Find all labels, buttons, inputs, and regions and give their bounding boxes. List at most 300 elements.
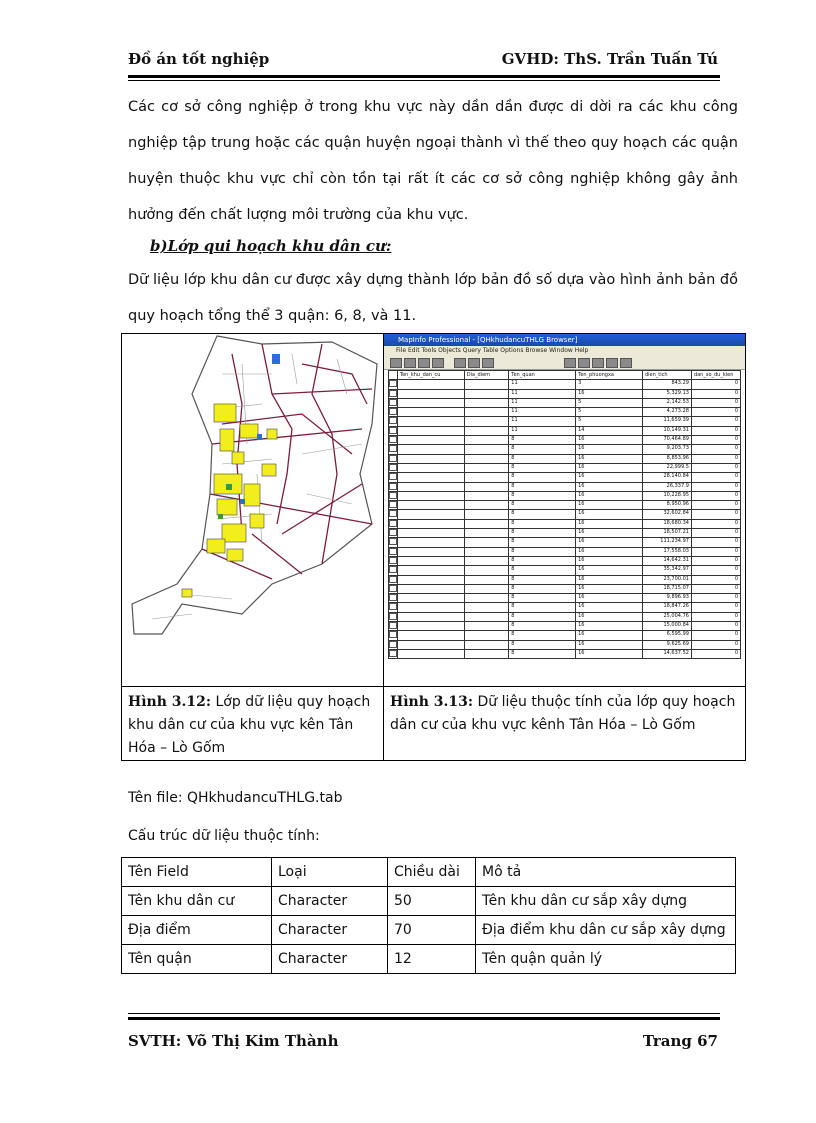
grid-cell: 16 [576,501,643,510]
grid-cell: 70,464.89 [642,436,691,445]
grid-cell: 16 [576,649,643,658]
grid-cell: 16 [576,631,643,640]
field-structure-table [121,857,736,974]
paragraph-industry: Các cơ sở công nghiệp ở trong khu vực này dần dần được di dời ra các khu công nghiệp tập trung hoặc các quận huyện ngoại thành vì thế theo quy hoạch các quận huyện thuộc khu vực chỉ còn tồn tại rất ít các cơ sở công nghiệp không gây ảnh hưởng đến chất lượng môi trường của khu vực. [128,99,738,223]
grid-cell: 0 [691,538,740,547]
grid-cell: 0 [691,445,740,454]
footer-rule-thick [128,1017,720,1020]
grid-cell [464,575,509,584]
footer-left: SVTH: Võ Thị Kim Thành [128,1032,339,1050]
grid-cell: 0 [691,501,740,510]
grid-row[interactable] [389,547,741,556]
grid-cell: 8 [509,482,576,491]
window-titlebar: MapInfo Professional - [QHkhudancuTHLG Browser] [384,334,745,346]
residential-zoning-map [122,334,382,684]
toolbar-copy-icon [468,358,480,368]
grid-cell [397,612,464,621]
grid-row[interactable] [389,529,741,538]
grid-row[interactable] [389,594,741,603]
grid-cell: 0 [691,417,740,426]
row-select-box [389,603,398,612]
grid-cell: 8 [509,436,576,445]
grid-cell: 11 [509,389,576,398]
field-cell: Character [272,916,388,945]
grid-cell: 11,659.39 [642,417,691,426]
field-table-row [122,945,736,974]
grid-cell: 16 [576,622,643,631]
checkbox-icon[interactable] [389,408,397,415]
grid-row[interactable] [389,491,741,500]
figure-table [121,333,746,761]
checkbox-icon[interactable] [389,455,397,462]
footer-rule-thin [128,1013,720,1014]
grid-row[interactable] [389,454,741,463]
grid-cell: 0 [691,473,740,482]
field-cell: 12 [388,945,476,974]
grid-row[interactable] [389,538,741,547]
toolbar-layout-icon [606,358,618,368]
field-cell: Tên khu dân cư [122,887,272,916]
grid-cell [397,398,464,407]
field-cell: Địa điểm khu dân cư sắp xây dựng [476,916,736,945]
grid-cell: 11 [509,408,576,417]
page-header [128,50,718,72]
row-select-box [389,649,398,658]
grid-row[interactable] [389,473,741,482]
grid-row[interactable] [389,631,741,640]
checkbox-icon[interactable] [389,631,397,638]
grid-cell: 0 [691,603,740,612]
grid-col-checkbox [389,371,398,380]
grid-cell: 16 [576,612,643,621]
row-select-box [389,556,398,565]
row-select-box [389,594,398,603]
grid-row[interactable] [389,575,741,584]
grid-row[interactable] [389,510,741,519]
grid-cell: 8 [509,445,576,454]
grid-cell [397,436,464,445]
grid-cell: 8 [509,575,576,584]
grid-cell [397,575,464,584]
grid-cell [464,473,509,482]
grid-header: dien_tich [642,371,691,380]
grid-cell: 0 [691,547,740,556]
toolbar-browser-icon [578,358,590,368]
grid-cell: 0 [691,612,740,621]
grid-cell [397,566,464,575]
grid-cell: 0 [691,426,740,435]
grid-cell: 8 [509,473,576,482]
grid-cell: 8 [509,640,576,649]
row-select-box [389,454,398,463]
grid-cell [464,380,509,389]
grid-cell [464,547,509,556]
grid-cell: 9,203.73 [642,445,691,454]
grid-cell [397,408,464,417]
header-left: Đồ án tốt nghiệp [128,50,270,68]
grid-cell [397,603,464,612]
grid-cell [397,445,464,454]
checkbox-icon[interactable] [389,399,397,406]
row-select-box [389,380,398,389]
grid-cell [397,417,464,426]
grid-cell: 0 [691,510,740,519]
checkbox-icon[interactable] [389,585,397,592]
grid-cell [464,649,509,658]
grid-cell: 16 [576,510,643,519]
grid-cell: 0 [691,594,740,603]
subheading-residential: b)Lớp qui hoạch khu dân cư: [150,237,392,255]
grid-row[interactable] [389,380,741,389]
grid-cell: 8 [509,547,576,556]
footer-page-number: Trang 67 [642,1032,718,1050]
grid-cell: 0 [691,389,740,398]
figure-caption-left [122,687,384,761]
toolbar-save-icon [418,358,430,368]
row-select-box [389,473,398,482]
row-select-box [389,510,398,519]
field-cell: 70 [388,916,476,945]
grid-cell [397,389,464,398]
grid-cell: 8,950.96 [642,501,691,510]
grid-cell: 16 [576,556,643,565]
grid-row[interactable] [389,612,741,621]
row-select-box [389,398,398,407]
grid-cell: 16 [576,519,643,528]
grid-cell: 0 [691,566,740,575]
row-select-box [389,631,398,640]
checkbox-icon[interactable] [389,650,397,657]
checkbox-icon[interactable] [389,613,397,620]
grid-cell: 8 [509,584,576,593]
checkbox-icon[interactable] [389,520,397,527]
grid-cell: 8 [509,612,576,621]
grid-cell [397,622,464,631]
grid-cell: 8 [509,594,576,603]
grid-row[interactable] [389,417,741,426]
grid-cell [397,519,464,528]
checkbox-icon[interactable] [389,510,397,517]
checkbox-icon[interactable] [389,501,397,508]
grid-row[interactable] [389,566,741,575]
grid-cell [464,631,509,640]
grid-cell: 16 [576,454,643,463]
grid-cell: 0 [691,398,740,407]
toolbar-cut-icon [454,358,466,368]
grid-cell: 16 [576,491,643,500]
grid-cell [397,538,464,547]
grid-cell: 11 [509,380,576,389]
window-toolbar [384,355,745,370]
grid-cell [464,408,509,417]
grid-header: dan_so_du_kien [691,371,740,380]
figure-screenshot-cell [384,334,746,687]
grid-cell: 9,625.69 [642,640,691,649]
grid-cell [397,473,464,482]
grid-cell: 0 [691,622,740,631]
checkbox-icon[interactable] [389,529,397,536]
grid-cell: 0 [691,529,740,538]
grid-cell [464,454,509,463]
row-select-box [389,463,398,472]
grid-cell: 8 [509,491,576,500]
grid-header: Ten_phuongxa [576,371,643,380]
grid-cell: 8 [509,519,576,528]
grid-cell: 0 [691,556,740,565]
grid-cell: 16 [576,463,643,472]
row-select-box [389,538,398,547]
grid-cell: 22,999.5 [642,463,691,472]
grid-cell [397,501,464,510]
toolbar-open-icon [404,358,416,368]
row-select-box [389,482,398,491]
grid-cell: 14,642.31 [642,556,691,565]
grid-cell: 16 [576,482,643,491]
checkbox-icon[interactable] [389,538,397,545]
grid-cell [397,426,464,435]
grid-row[interactable] [389,603,741,612]
grid-cell: 16 [576,575,643,584]
grid-cell [464,389,509,398]
checkbox-icon[interactable] [389,641,397,648]
checkbox-icon[interactable] [389,557,397,564]
header-rule-thin [128,80,720,81]
toolbar-graph-icon [592,358,604,368]
grid-cell: 0 [691,436,740,445]
grid-cell [397,594,464,603]
grid-cell [397,454,464,463]
grid-row[interactable] [389,519,741,528]
checkbox-icon[interactable] [389,436,397,443]
grid-cell: 8 [509,463,576,472]
grid-cell: 0 [691,491,740,500]
mapinfo-browser-window [384,334,745,686]
grid-cell [464,510,509,519]
row-select-box [389,547,398,556]
grid-cell [464,584,509,593]
grid-cell: 0 [691,575,740,584]
grid-cell: 16 [576,445,643,454]
grid-cell: 18,507.21 [642,529,691,538]
grid-cell: 26,337.9 [642,482,691,491]
grid-cell: 0 [691,649,740,658]
grid-cell [464,445,509,454]
grid-row[interactable] [389,436,741,445]
grid-cell [464,519,509,528]
grid-cell: 6,595.99 [642,631,691,640]
grid-row[interactable] [389,649,741,658]
toolbar-map-icon [564,358,576,368]
grid-cell [464,612,509,621]
file-name-line: Tên file: QHkhudancuTHLG.tab [128,790,343,806]
grid-cell: 8 [509,529,576,538]
grid-cell: 111,234.97 [642,538,691,547]
grid-cell: 16 [576,473,643,482]
grid-cell: 0 [691,463,740,472]
grid-row[interactable] [389,426,741,435]
row-select-box [389,612,398,621]
row-select-box [389,436,398,445]
row-select-box [389,491,398,500]
grid-cell: 9,896.93 [642,594,691,603]
grid-cell: 28,140.84 [642,473,691,482]
field-cell: Tên quận [122,945,272,974]
checkbox-icon[interactable] [389,594,397,601]
grid-cell: 18,847.26 [642,603,691,612]
grid-cell: 8 [509,631,576,640]
structure-line: Cấu trúc dữ liệu thuộc tính: [128,828,320,844]
checkbox-icon[interactable] [389,390,397,397]
grid-cell [397,584,464,593]
field-cell: 50 [388,887,476,916]
grid-cell [464,426,509,435]
grid-cell [397,491,464,500]
grid-row[interactable] [389,584,741,593]
field-cell: Tên khu dân cư sắp xây dựng [476,887,736,916]
figure-text-right: Dữ liệu thuộc tính của lớp quy hoạch dân cư của khu vực kênh Tân Hóa – Lò Gốm [390,694,736,733]
checkbox-icon[interactable] [389,548,397,555]
grid-row[interactable] [389,640,741,649]
grid-cell: 18,715.07 [642,584,691,593]
grid-cell: 8 [509,622,576,631]
figure-caption-right [384,687,746,761]
row-select-box [389,529,398,538]
figure-label-left: Hình 3.12: [128,694,212,710]
grid-cell [397,482,464,491]
grid-cell: 8 [509,603,576,612]
grid-header: Dia_diem [464,371,509,380]
checkbox-icon[interactable] [389,566,397,573]
grid-cell: 11 [509,417,576,426]
grid-cell: 0 [691,640,740,649]
grid-row[interactable] [389,408,741,417]
row-select-box [389,408,398,417]
grid-cell [464,398,509,407]
grid-cell: 16 [576,603,643,612]
grid-cell: 0 [691,584,740,593]
figure-text-left: Lớp dữ liệu quy hoạch khu dân cư của khu vực kên Tân Hóa – Lò Gốm [128,694,371,756]
grid-cell [464,538,509,547]
grid-cell: 14 [576,426,643,435]
checkbox-icon[interactable] [389,445,397,452]
grid-cell [397,463,464,472]
grid-cell [464,603,509,612]
grid-cell: 16 [576,547,643,556]
grid-cell [464,594,509,603]
grid-cell: 11 [509,426,576,435]
grid-row[interactable] [389,463,741,472]
field-table-row [122,916,736,945]
grid-cell: 3 [576,380,643,389]
grid-cell [464,566,509,575]
paragraph-residential: Dữ liệu lớp khu dân cư được xây dựng thành lớp bản đồ số dựa vào hình ảnh bản đồ quy hoạch tổng thể 3 quận: 6, 8, và 11. [128,272,738,324]
toolbar-print-icon [432,358,444,368]
grid-row[interactable] [389,445,741,454]
grid-cell: 14,637.52 [642,649,691,658]
grid-cell: 5 [576,417,643,426]
grid-cell [464,491,509,500]
grid-cell: 4,273.28 [642,408,691,417]
field-cell: Character [272,887,388,916]
field-header: Mô tả [476,858,736,887]
grid-cell [464,436,509,445]
grid-cell: 5,329.13 [642,389,691,398]
checkbox-icon[interactable] [389,417,397,424]
grid-cell: 16 [576,529,643,538]
field-header: Loại [272,858,388,887]
checkbox-icon[interactable] [389,473,397,480]
grid-row[interactable] [389,622,741,631]
grid-cell: 18,680.34 [642,519,691,528]
grid-cell [464,622,509,631]
grid-row[interactable] [389,501,741,510]
grid-cell: 16 [576,538,643,547]
grid-cell: 8 [509,510,576,519]
grid-cell [464,640,509,649]
grid-cell: 10,149.31 [642,426,691,435]
grid-row[interactable] [389,482,741,491]
grid-cell: 0 [691,454,740,463]
checkbox-icon[interactable] [389,380,397,387]
grid-cell: 17,558.03 [642,547,691,556]
grid-cell: 0 [691,482,740,491]
checkbox-icon[interactable] [389,483,397,490]
grid-row[interactable] [389,389,741,398]
grid-cell: 23,700.01 [642,575,691,584]
grid-cell [397,640,464,649]
checkbox-icon[interactable] [389,492,397,499]
grid-cell: 2,142.53 [642,398,691,407]
field-header: Tên Field [122,858,272,887]
row-select-box [389,519,398,528]
grid-cell: 0 [691,519,740,528]
figure-map-cell [122,334,384,687]
grid-cell: 8 [509,566,576,575]
grid-row[interactable] [389,556,741,565]
grid-cell [464,501,509,510]
grid-cell: 0 [691,380,740,389]
grid-cell: 16 [576,584,643,593]
row-select-box [389,501,398,510]
row-select-box [389,640,398,649]
figure-label-right: Hình 3.13: [390,694,474,710]
row-select-box [389,622,398,631]
row-select-box [389,417,398,426]
checkbox-icon[interactable] [389,622,397,629]
grid-cell [397,649,464,658]
grid-cell: 10,228.95 [642,491,691,500]
row-select-box [389,584,398,593]
checkbox-icon[interactable] [389,427,397,434]
grid-cell [464,529,509,538]
grid-cell: 8 [509,454,576,463]
header-rule-thick [128,75,720,78]
field-header: Chiều dài [388,858,476,887]
grid-cell: 16 [576,436,643,445]
grid-cell: 8 [509,649,576,658]
grid-row[interactable] [389,398,741,407]
grid-cell: 32,602.84 [642,510,691,519]
checkbox-icon[interactable] [389,464,397,471]
field-cell: Tên quận quản lý [476,945,736,974]
checkbox-icon[interactable] [389,603,397,610]
grid-cell: 8 [509,538,576,547]
field-cell: Địa điểm [122,916,272,945]
checkbox-icon[interactable] [389,576,397,583]
grid-cell [464,556,509,565]
grid-header: Ten_khu_dan_cu [397,371,464,380]
grid-cell: 16 [576,640,643,649]
